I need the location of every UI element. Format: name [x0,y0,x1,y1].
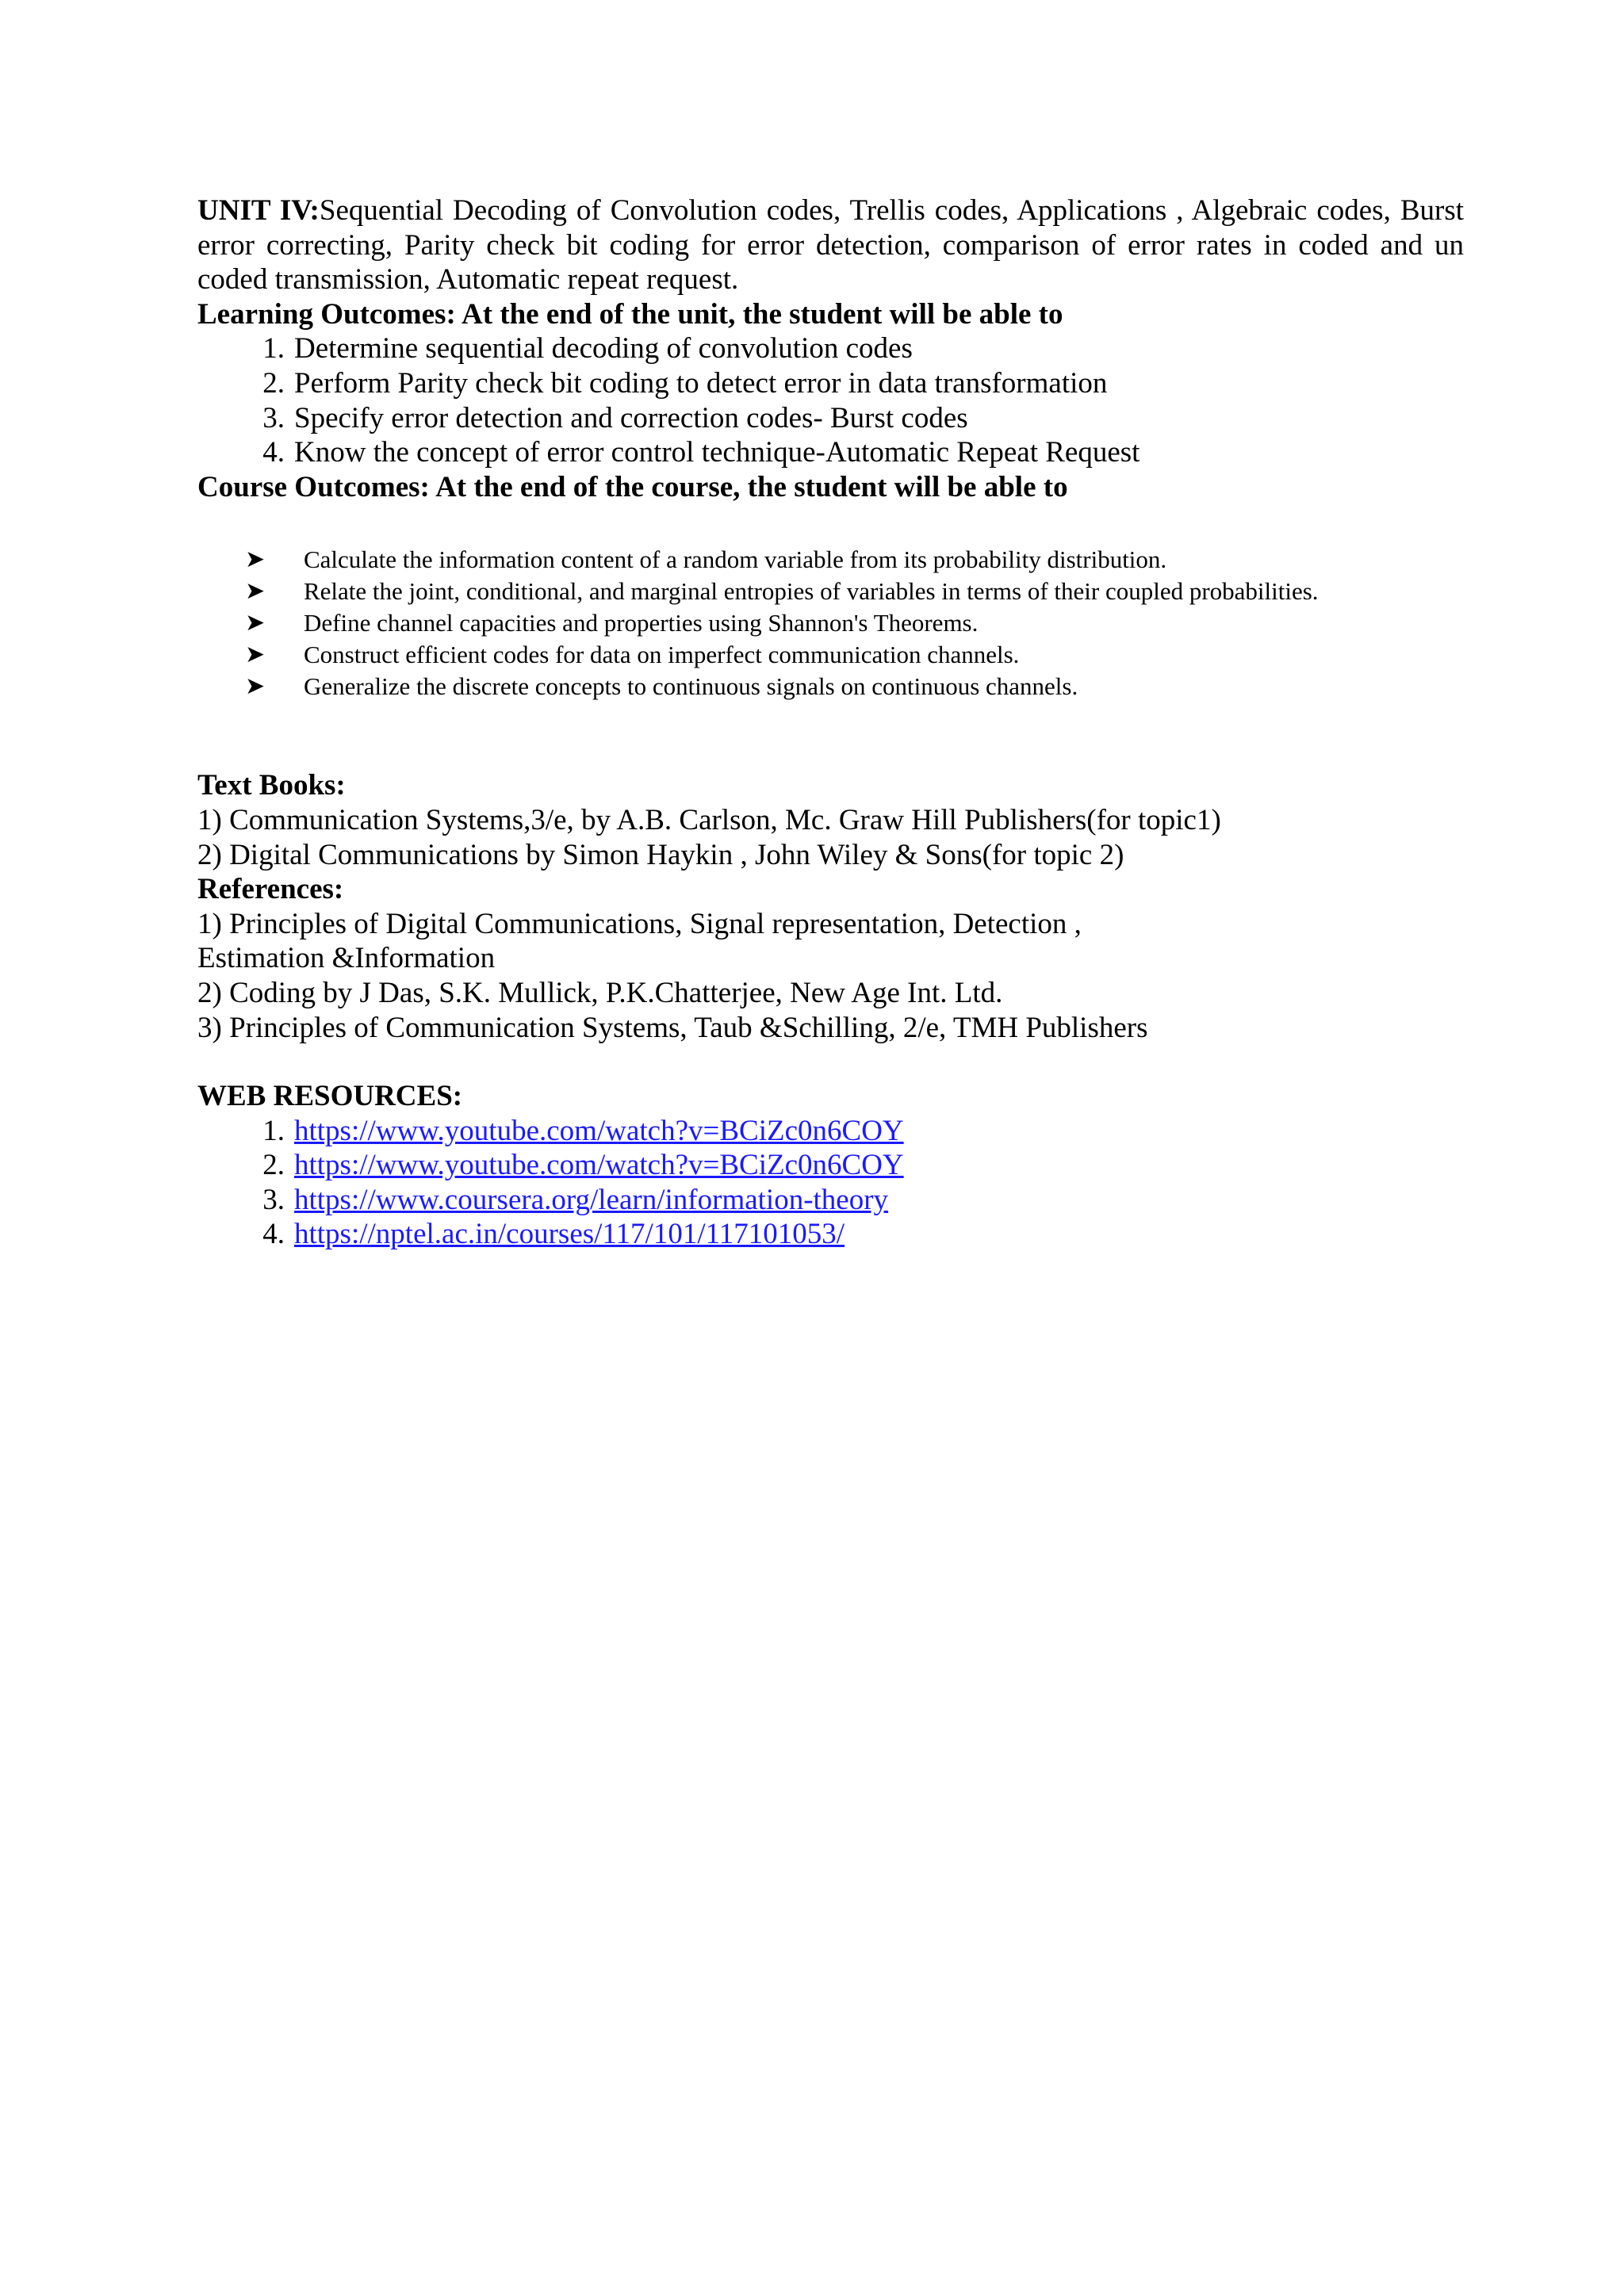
course-outcomes-list [197,544,1464,702]
unit-text: Sequential Decoding of Convolution codes, Trellis codes, Applications , Algebraic codes, Burst error correcting, Parity check bit coding for error detection, comparison of error rates in coded and un coded transmission, Automatic repeat request. [197,194,1464,297]
text-book-item: 1) Communication Systems,3/e, by A.B. Carlson, Mc. Graw Hill Publishers(for topic1) [197,803,1221,836]
list-item-text: Define channel capacities and properties using Shannon's Theorems. [304,609,979,637]
list-item-text: Know the concept of error control technique-Automatic Repeat Request [294,436,1140,469]
list-item-text: Determine sequential decoding of convolution codes [294,332,913,365]
list-item-text: Calculate the information content of a random variable from its probability distribution. [304,545,1167,574]
web-resources-heading: WEB RESOURCES: [197,1080,463,1113]
list-number: 1. [262,332,285,365]
unit-label: UNIT IV: [197,194,320,227]
list-item [197,435,1464,470]
web-resources-section [197,1079,1464,1252]
list-item [197,1148,1464,1183]
list-item [197,639,1464,671]
list-item-text: Relate the joint, conditional, and marginal entropies of variables in terms of their coupled probabilities. [304,577,1319,606]
spacer [197,1045,1464,1079]
arrowhead-bullet-icon: ➤ [245,672,266,701]
list-item [197,1114,1464,1149]
list-item [197,401,1464,436]
list-item [197,366,1464,401]
web-resource-link[interactable]: https://nptel.ac.in/courses/117/101/117101053/ [294,1218,845,1251]
text-books-section [197,768,1464,1045]
list-item [197,1217,1464,1252]
list-item [197,607,1464,639]
text-books-heading: Text Books: [197,769,346,802]
web-resource-link[interactable]: https://www.youtube.com/watch?v=BCiZc0n6COY [294,1114,904,1147]
list-item [197,544,1464,576]
learning-outcomes-list [197,331,1464,469]
unit-paragraph [197,193,1464,297]
spacer [197,702,1464,768]
web-resource-link[interactable]: https://www.youtube.com/watch?v=BCiZc0n6COY [294,1149,904,1182]
arrowhead-bullet-icon: ➤ [245,609,266,637]
list-item-text: Perform Parity check bit coding to detect error in data transformation [294,366,1108,400]
web-resources-list [197,1114,1464,1252]
list-number: 2. [262,1149,285,1182]
reference-item: Estimation &Information [197,942,496,975]
list-item-text: Generalize the discrete concepts to continuous signals on continuous channels. [304,672,1078,701]
reference-item: 3) Principles of Communication Systems, Taub &Schilling, 2/e, TMH Publishers [197,1011,1148,1044]
list-number: 1. [262,1114,285,1147]
list-number: 4. [262,1218,285,1251]
list-item-text: Construct efficient codes for data on imperfect communication channels. [304,641,1020,669]
list-item [197,1183,1464,1218]
list-item [197,576,1464,607]
list-number: 4. [262,436,285,469]
text-book-item: 2) Digital Communications by Simon Haykin , John Wiley & Sons(for topic 2) [197,838,1124,871]
list-number: 3. [262,1183,285,1216]
list-number: 3. [262,401,285,434]
arrowhead-bullet-icon: ➤ [245,577,266,606]
list-item-text: Specify error detection and correction codes- Burst codes [294,401,968,434]
learning-outcomes-heading: Learning Outcomes: At the end of the unit, the student will be able to [197,297,1063,331]
arrowhead-bullet-icon: ➤ [245,545,266,574]
list-item [197,671,1464,702]
arrowhead-bullet-icon: ➤ [245,641,266,669]
web-resource-link[interactable]: https://www.coursera.org/learn/information-theory [294,1183,889,1216]
reference-item: 1) Principles of Digital Communications, Signal representation, Detection , [197,907,1082,940]
reference-item: 2) Coding by J Das, S.K. Mullick, P.K.Chatterjee, New Age Int. Ltd. [197,976,1003,1009]
list-item [197,331,1464,366]
list-number: 2. [262,366,285,400]
course-outcomes-heading: Course Outcomes: At the end of the course, the student will be able to [197,470,1068,503]
document-page [197,193,1464,1252]
references-heading: References: [197,873,344,906]
